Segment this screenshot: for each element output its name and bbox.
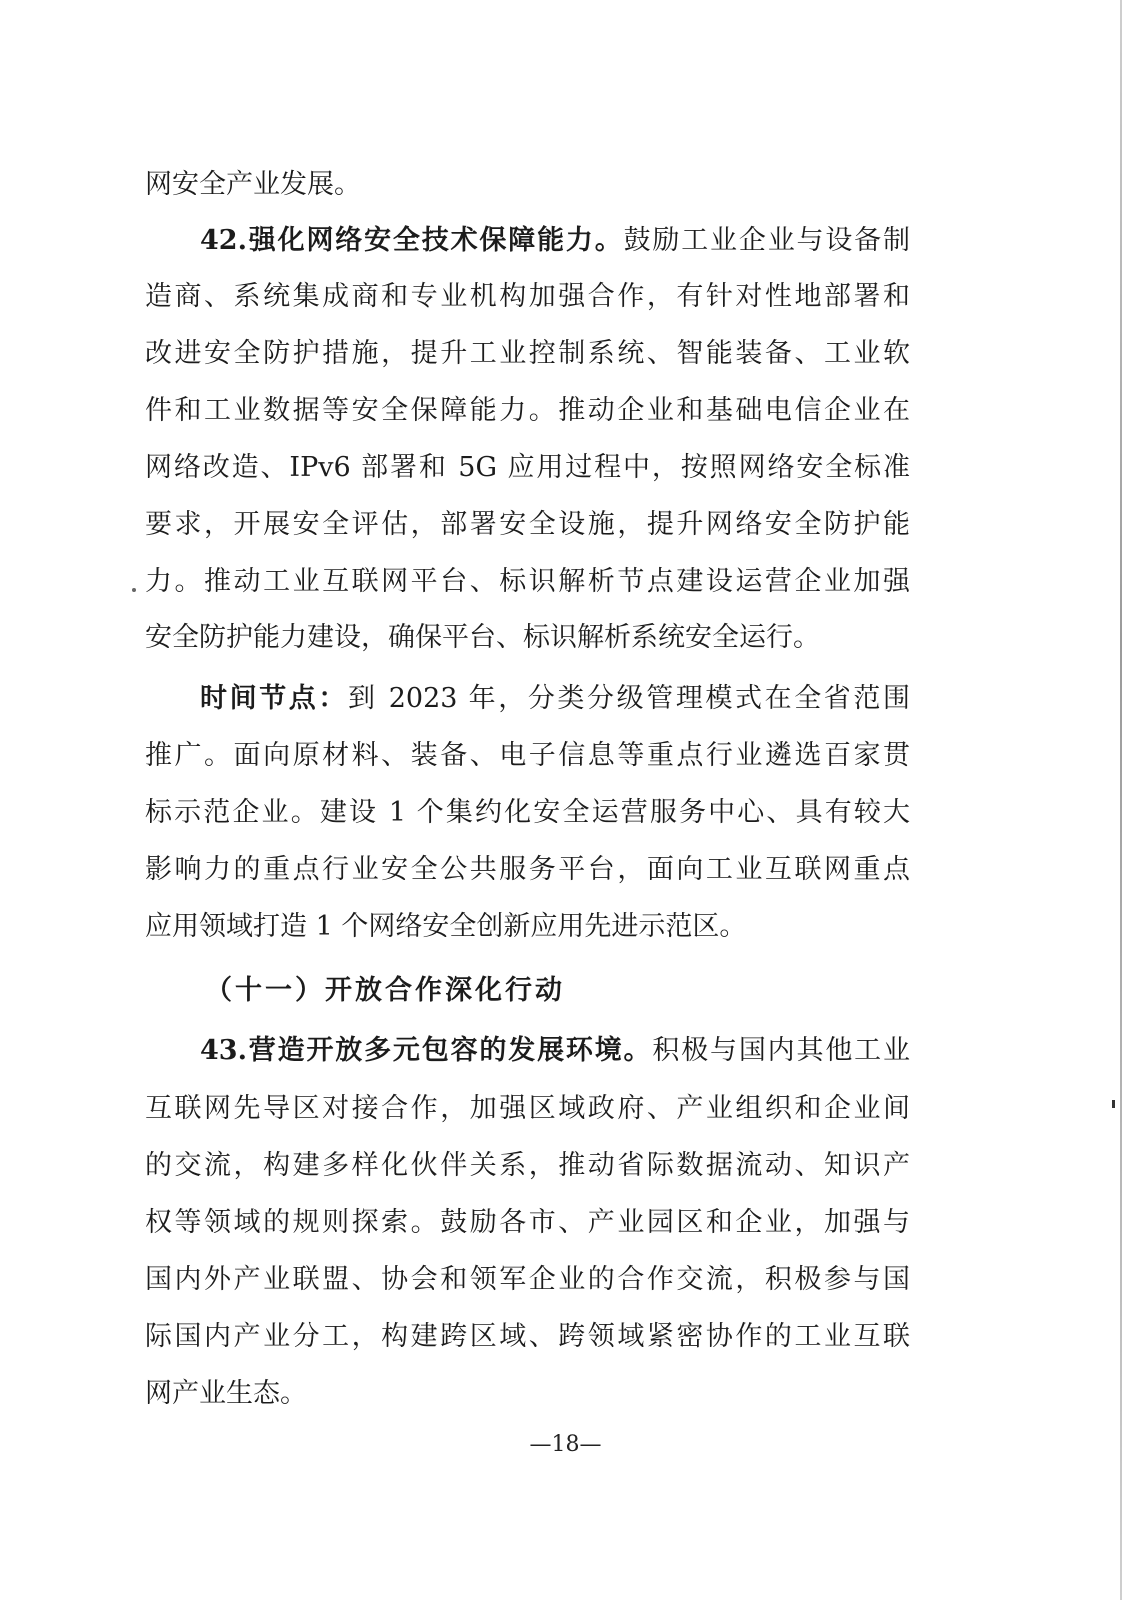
item-43-title: 43.营造开放多元包容的发展环境。 [200, 1035, 653, 1066]
page-edge-line [1120, 0, 1122, 1600]
body-line: 的交流，构建多样化伙伴关系，推动省际数据流动、知识产 [145, 1150, 910, 1181]
scan-dot [132, 588, 136, 592]
edge-mark [1112, 1100, 1115, 1108]
body-line: 造商、系统集成商和专业机构加强合作，有针对性地部署和 [145, 281, 910, 312]
body-line: 权等领域的规则探索。鼓励各市、产业园区和企业，加强与 [145, 1207, 910, 1238]
item-43-heading-line: 43.营造开放多元包容的发展环境。积极与国内其他工业 [200, 1035, 910, 1066]
item-42-heading-line: 42.强化网络安全技术保障能力。鼓励工业企业与设备制 [200, 225, 911, 256]
body-line: 国内外产业联盟、协会和领军企业的合作交流，积极参与国 [145, 1264, 910, 1295]
item-42-title: 42.强化网络安全技术保障能力。 [200, 225, 624, 256]
page-number: —18— [529, 1432, 602, 1457]
timeline-label: 时间节点： [200, 683, 348, 714]
timeline-line: 时间节点：到 2023 年，分类分级管理模式在全省范围 [200, 683, 910, 714]
section-heading: （十一）开放合作深化行动 [205, 975, 565, 1006]
body-line: 互联网先导区对接合作，加强区域政府、产业组织和企业间 [145, 1093, 910, 1124]
body-line: 应用领域打造 1 个网络安全创新应用先进示范区。 [145, 911, 747, 942]
body-line: 影响力的重点行业安全公共服务平台，面向工业互联网重点 [145, 854, 910, 885]
body-line: 网络改造、IPv6 部署和 5G 应用过程中，按照网络安全标准 [145, 452, 910, 483]
body-line: 网安全产业发展。 [145, 169, 361, 200]
body-line: 标示范企业。建设 1 个集约化安全运营服务中心、具有较大 [145, 797, 910, 828]
body-line: 要求，开展安全评估，部署安全设施，提升网络安全防护能 [145, 509, 910, 540]
body-line: 改进安全防护措施，提升工业控制系统、智能装备、工业软 [145, 338, 910, 369]
body-line: 件和工业数据等安全保障能力。推动企业和基础电信企业在 [145, 395, 910, 426]
body-line: 际国内产业分工，构建跨区域、跨领域紧密协作的工业互联 [145, 1321, 910, 1352]
body-line: 安全防护能力建设，确保平台、标识解析系统安全运行。 [145, 622, 820, 653]
body-line: 推广。面向原材料、装备、电子信息等重点行业遴选百家贯 [145, 740, 910, 771]
body-line: 网产业生态。 [145, 1378, 307, 1409]
body-line: 力。推动工业互联网平台、标识解析节点建设运营企业加强 [145, 566, 910, 597]
